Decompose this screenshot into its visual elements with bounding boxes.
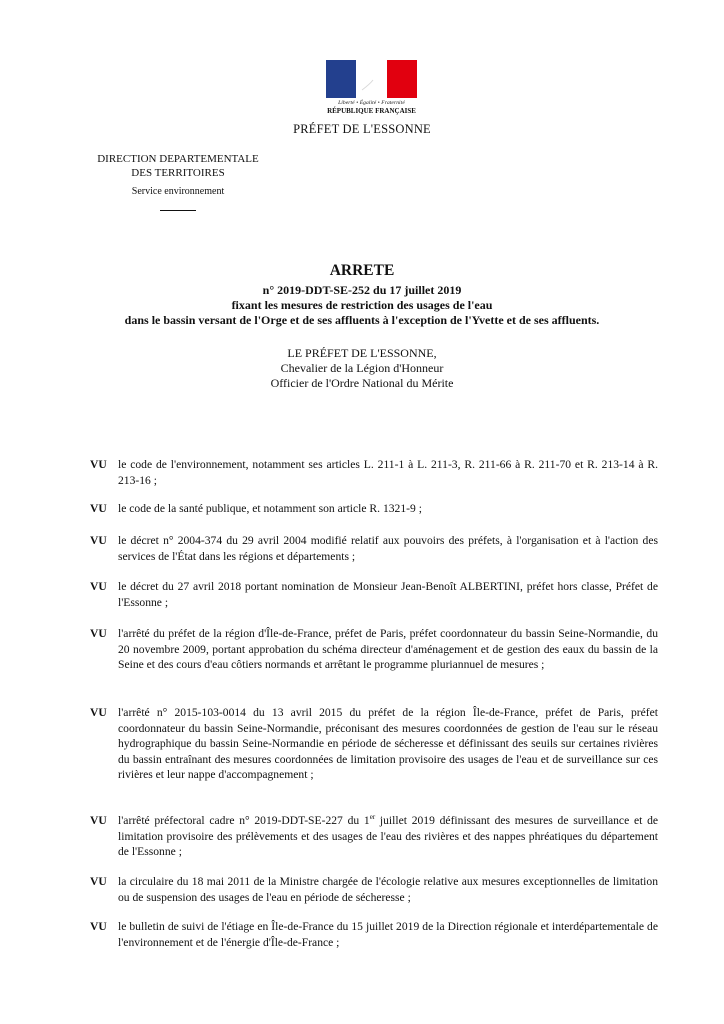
vu-text: le bulletin de suivi de l'étiage en Île-de-France du 15 juillet 2019 de la Direction régionale et interdépartementale de l'environnement et de l'énergie d'Île-de-France ; [118,920,658,949]
vu-item [90,919,658,950]
vu-text: le code de l'environnement, notamment ses articles L. 211-1 à L. 211-3, R. 211-66 à R. 211-70 et R. 213-14 à R. 213-16 ; [118,458,658,487]
arrete-subtitle [0,283,724,328]
separator-rule [160,210,196,211]
vu-text: le décret du 27 avril 2018 portant nomination de Monsieur Jean-Benoît ALBERTINI, préfet hors classe, Préfet de l'Essonne ; [118,580,658,609]
prefet-title-2: Chevalier de la Légion d'Honneur [280,361,444,375]
tricolor-flag-icon [326,60,417,98]
vu-text: le décret n° 2004-374 du 29 avril 2004 modifié relatif aux pouvoirs des préfets, à l'organisation et à l'action des services de l'État dans les régions et départements ; [118,534,658,563]
vu-text [118,813,658,860]
direction-line-2: DES TERRITOIRES [131,167,225,179]
vu-label: VU [90,502,107,515]
vu-item [90,501,658,517]
marianne-logo [326,60,417,115]
arrete-number: n° 2019-DDT-SE-252 du 17 juillet 2019 [262,283,462,297]
issuing-direction [90,152,266,211]
vu-item [90,705,658,783]
prefet-titles [0,346,724,391]
vu-text: la circulaire du 18 mai 2011 de la Ministre chargée de l'écologie relative aux mesures exceptionnelles de limitation ou de suspension des usages de l'eau en période de sécheresse ; [118,875,658,904]
vu-item [90,457,658,488]
vu-text: le code de la santé publique, et notamment son article R. 1321-9 ; [118,502,422,515]
service-name: Service environnement [131,186,225,197]
vu-label: VU [90,534,107,547]
vu-item [90,874,658,905]
vu-label: VU [90,580,107,593]
vu-text-before: l'arrêté préfectoral cadre n° 2019-DDT-SE-227 du 1 [118,814,370,827]
direction-line-1: DIRECTION DEPARTEMENTALE [97,153,259,165]
vu-text: l'arrêté n° 2015-103-0014 du 13 avril 2015 du préfet de la région Île-de-France, préfet de Paris, préfet coordonnateur du bassin Seine-Normandie, préconisant des mesures coordonnées de gestion de l'eau sur le réseau hydrographique du bassin Seine-Normandie en période de sécheresse et définissant des seuils sur certaines rivières du bassin entraînant des mesures coordonnées de limitation provisoire des usages de l'eau et de surveillance sur ces rivières et leur nappe d'accompagnement ; [118,706,658,781]
vu-text-sup: er [369,813,376,822]
vu-item [90,533,658,564]
arrete-object-1: fixant les mesures de restriction des usages de l'eau [231,298,493,312]
republic-name: RÉPUBLIQUE FRANÇAISE [327,107,416,115]
marianne-profile-icon [326,60,417,98]
republic-motto: Liberté • Égalité • Fraternité [338,100,405,106]
prefet-title-3: Officier de l'Ordre National du Mérite [270,376,454,390]
prefet-title-1: LE PRÉFET DE L'ESSONNE, [287,346,437,360]
vu-text-after: juillet 2019 définissant des mesures de surveillance et de limitation provisoire des prélèvements et des usages de l'eau des rivières et des nappes phréatiques du département de l'Essonne ; [118,814,659,858]
arrete-object-2: dans le bassin versant de l'Orge et de ses affluents à l'exception de l'Yvette et de ses affluents. [124,313,600,327]
vu-item [90,626,658,673]
vu-label: VU [90,920,107,933]
vu-label: VU [90,706,107,719]
vu-item [90,579,658,610]
vu-label: VU [90,458,107,471]
arrete-title: ARRETE [329,262,395,279]
vu-label: VU [90,627,107,640]
vu-text: l'arrêté du préfet de la région d'Île-de-France, préfet de Paris, préfet coordonnateur du bassin Seine-Normandie, du 20 novembre 2009, portant approbation du schéma directeur d'aménagement et de gestion des eaux du bassin de la Seine et des cours d'eau côtiers normands et arrêtant le programme pluriannuel de mesures ; [118,627,658,671]
prefet-header: PRÉFET DE L'ESSONNE [293,122,431,136]
vu-item [90,813,658,860]
vu-label: VU [90,875,107,888]
vu-label: VU [90,814,107,827]
